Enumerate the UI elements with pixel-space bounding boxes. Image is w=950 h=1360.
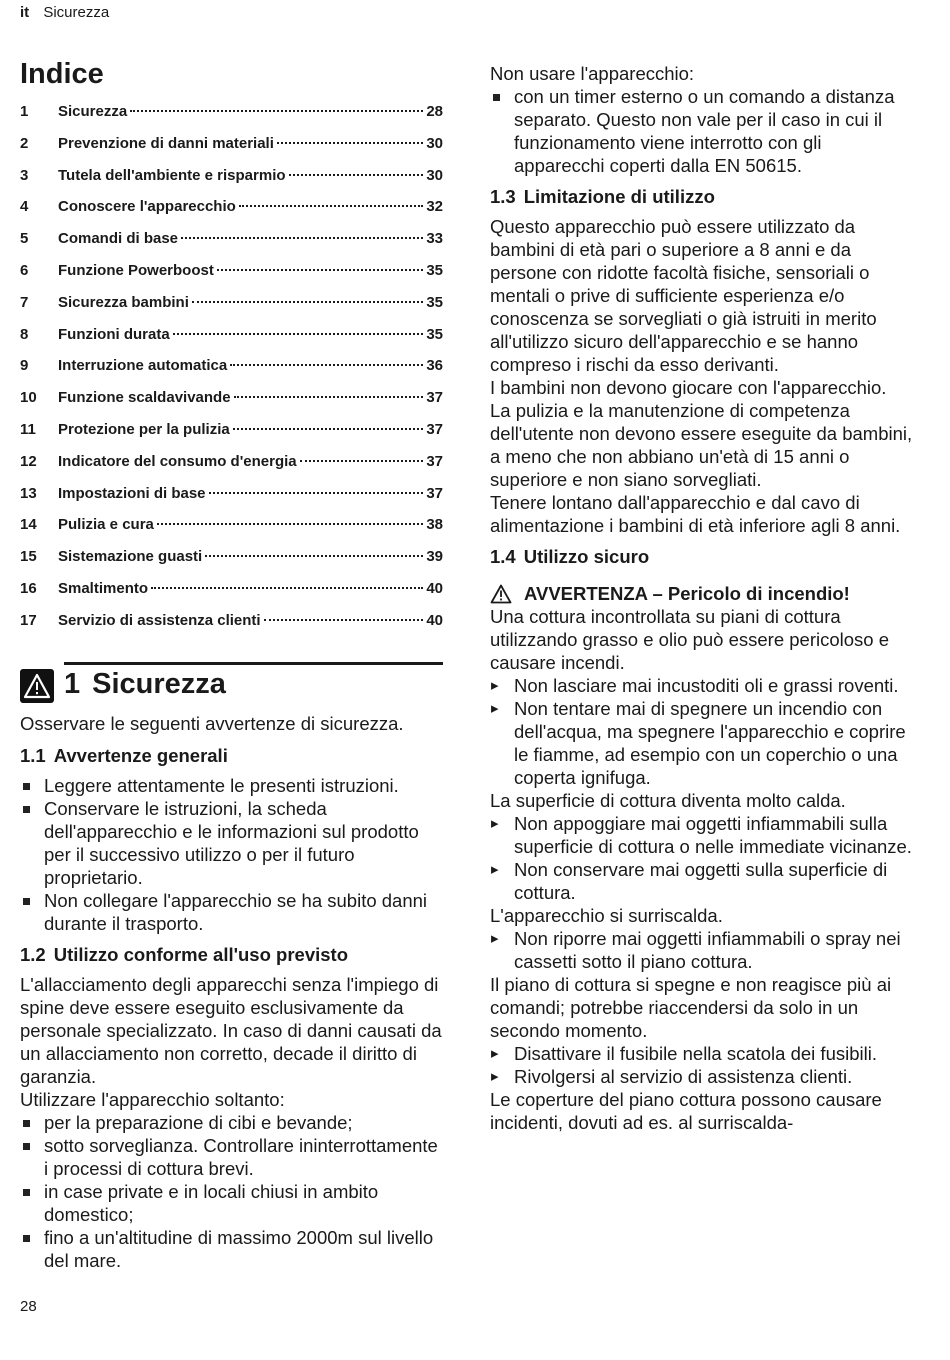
toc-entry-label: Sistemazione guasti bbox=[58, 548, 203, 566]
warning-text: AVVERTENZA – Pericolo di incendio! bbox=[524, 583, 850, 604]
toc-leader-dots bbox=[130, 110, 423, 112]
toc-leader-dots bbox=[205, 555, 423, 557]
toc-entry[interactable] bbox=[20, 198, 443, 230]
warning-heading bbox=[490, 582, 915, 605]
toc-entry-page: 39 bbox=[426, 548, 443, 566]
action-item: ▸ Disattivare il fusibile nella scatola dei fusibili. bbox=[490, 1042, 915, 1065]
toc-entry-label: Interruzione automatica bbox=[58, 357, 228, 375]
toc-entry-number: 4 bbox=[20, 198, 29, 216]
toc-entry-page: 32 bbox=[426, 198, 443, 216]
toc-entry[interactable] bbox=[20, 294, 443, 326]
toc-entry-page: 35 bbox=[426, 293, 443, 311]
bullet-item: sotto sorveglianza. Controllare ininterrottamente i processi di cottura brevi. bbox=[20, 1134, 443, 1180]
toc-leader-dots bbox=[209, 492, 424, 494]
bullet-item: Conservare le istruzioni, la scheda dell'apparecchio e le informazioni sul prodotto per il successivo utilizzo o per il futuro proprietario. bbox=[20, 797, 443, 889]
bullet-list bbox=[20, 1111, 443, 1272]
bullet-item: fino a un'altitudine di massimo 2000m sul livello del mare. bbox=[20, 1226, 443, 1272]
toc-entry-page: 28 bbox=[426, 103, 443, 120]
toc-entry-page: 38 bbox=[426, 516, 443, 534]
action-list bbox=[490, 812, 915, 904]
toc-entry-label: Protezione per la pulizia bbox=[58, 420, 230, 438]
toc-entry[interactable] bbox=[20, 135, 443, 167]
toc-entry-label: Funzione scaldavivande bbox=[58, 389, 231, 407]
paragraph: L'allacciamento degli apparecchi senza l'impiego di spine deve essere eseguito esclusivamente da personale specializzato. In caso di danni causati da un allacciamento non corretto, decade il diritto di garanzia. bbox=[20, 974, 442, 1087]
action-item: ▸ Non tentare mai di spegnere un incendio con dell'acqua, ma spegnere l'apparecchio e coprire le fiamme, ad esempio con un coperchio o una coperta ignifuga. bbox=[490, 697, 915, 789]
toc-entry[interactable] bbox=[20, 516, 443, 548]
action-item: ▸ Non appoggiare mai oggetti infiammabili sulla superficie di cottura o nelle immediate vicinanze. bbox=[490, 812, 915, 858]
paragraph: Questo apparecchio può essere utilizzato da bambini di età pari o superiore a 8 anni e da persone con ridotte facoltà fisiche, sensoriali o mentali o prive di sufficiente esperienza e/o conoscenza se sorvegliati o già istruiti in merito all'utilizzo sicuro dell'apparecchio e se hanno compreso i rischi da esso derivanti. bbox=[490, 216, 877, 375]
section-heading bbox=[20, 744, 443, 767]
action-item: ▸ Rivolgersi al servizio di assistenza clienti. bbox=[490, 1065, 915, 1088]
toc-leader-dots bbox=[289, 174, 424, 176]
toc-title: Indice bbox=[20, 58, 104, 90]
toc-entry-number: 2 bbox=[20, 134, 29, 152]
paragraph: Le coperture del piano cottura possono causare incidenti, dovuti ad es. al surriscalda- bbox=[490, 1089, 882, 1133]
toc-leader-dots bbox=[264, 619, 424, 621]
toc-entry-number: 12 bbox=[20, 452, 37, 470]
header-section: Sicurezza bbox=[43, 4, 110, 21]
toc-leader-dots bbox=[300, 460, 424, 462]
toc-entry-label: Tutela dell'ambiente e risparmio bbox=[58, 166, 286, 184]
toc-entry-page: 40 bbox=[426, 611, 443, 629]
section-body bbox=[490, 215, 915, 537]
toc-entry-label: Impostazioni di base bbox=[58, 484, 206, 502]
toc-leader-dots bbox=[230, 364, 423, 366]
toc-entry-page: 30 bbox=[426, 166, 443, 184]
action-list bbox=[490, 1042, 915, 1088]
toc-entry-page: 36 bbox=[426, 357, 443, 375]
toc-entry[interactable] bbox=[20, 612, 443, 644]
toc-entry-page: 37 bbox=[426, 452, 443, 470]
warning-triangle-icon bbox=[20, 669, 54, 703]
toc-leader-dots bbox=[234, 396, 424, 398]
chapter-intro: Osservare le seguenti avvertenze di sicurezza. bbox=[20, 713, 404, 734]
action-item: ▸ Non riporre mai oggetti infiammabili o spray nei cassetti sotto il piano cottura. bbox=[490, 927, 915, 973]
toc-leader-dots bbox=[173, 333, 424, 335]
toc-entry-page: 40 bbox=[426, 579, 443, 597]
toc-entry[interactable] bbox=[20, 167, 443, 199]
toc-entry-number: 5 bbox=[20, 230, 29, 248]
toc-leader-dots bbox=[192, 301, 423, 303]
toc-entry[interactable] bbox=[20, 103, 443, 135]
bullet-item: Leggere attentamente le presenti istruzioni. bbox=[20, 774, 443, 797]
table-of-contents bbox=[20, 103, 443, 644]
paragraph: Il piano di cottura si spegne e non reagisce più ai comandi; potrebbe riaccendersi da solo in un secondo momento. bbox=[490, 974, 892, 1041]
page-number: 28 bbox=[20, 1298, 37, 1315]
chapter-title bbox=[64, 668, 226, 701]
bullet-item: per la preparazione di cibi e bevande; bbox=[20, 1111, 443, 1134]
section-title: Avvertenze generali bbox=[53, 745, 228, 766]
section-heading bbox=[490, 185, 915, 208]
toc-entry-label: Prevenzione di danni materiali bbox=[58, 134, 274, 152]
page-header bbox=[20, 4, 109, 21]
toc-leader-dots bbox=[239, 205, 424, 207]
action-item: ▸ Non lasciare mai incustoditi oli e grassi roventi. bbox=[490, 674, 915, 697]
toc-entry-number: 14 bbox=[20, 516, 37, 534]
toc-entry[interactable] bbox=[20, 262, 443, 294]
language-code: it bbox=[20, 4, 30, 21]
section-number: 1.1 bbox=[20, 745, 46, 766]
bullet-list bbox=[20, 774, 443, 935]
toc-entry-label: Comandi di base bbox=[58, 230, 179, 248]
toc-entry-page: 30 bbox=[426, 134, 443, 152]
toc-entry-label: Sicurezza bambini bbox=[58, 293, 189, 311]
chapter-number: 1 bbox=[64, 668, 81, 700]
bullet-list bbox=[490, 85, 915, 177]
paragraph: L'apparecchio si surriscalda. bbox=[490, 905, 723, 926]
paragraph: I bambini non devono giocare con l'apparecchio. bbox=[490, 377, 887, 398]
toc-leader-dots bbox=[181, 237, 423, 239]
toc-entry-page: 37 bbox=[426, 484, 443, 502]
toc-leader-dots bbox=[151, 587, 423, 589]
toc-entry-number: 3 bbox=[20, 166, 29, 184]
toc-entry[interactable] bbox=[20, 580, 443, 612]
toc-entry-page: 37 bbox=[426, 420, 443, 438]
bullet-item: con un timer esterno o un comando a distanza separato. Questo non vale per il caso in cui il funzionamento viene interrotto con gli apparecchi coperti dalla EN 50615. bbox=[490, 85, 915, 177]
left-column bbox=[20, 712, 443, 1272]
action-list bbox=[490, 927, 915, 973]
toc-entry-label: Conoscere l'apparecchio bbox=[58, 198, 236, 216]
toc-entry-label: Indicatore del consumo d'energia bbox=[58, 452, 297, 470]
toc-entry-number: 11 bbox=[20, 420, 36, 438]
toc-entry-page: 35 bbox=[426, 261, 443, 279]
toc-entry-page: 37 bbox=[426, 389, 443, 407]
section-title: Limitazione di utilizzo bbox=[523, 186, 715, 207]
section-number: 1.3 bbox=[490, 186, 516, 207]
paragraph: La pulizia e la manutenzione di competenza dell'utente non devono essere eseguite da bambini, a meno che non abbiano un'età di 15 anni o superiore e non siano sorvegliati. bbox=[490, 400, 913, 490]
toc-entry[interactable] bbox=[20, 389, 443, 421]
paragraph: Tenere lontano dall'apparecchio e dal cavo di alimentazione i bambini di età inferiore agli 8 anni. bbox=[490, 492, 901, 536]
toc-entry-label: Pulizia e cura bbox=[58, 516, 154, 534]
toc-entry-label: Smaltimento bbox=[58, 579, 149, 597]
section-number: 1.2 bbox=[20, 944, 46, 965]
chapter-rule bbox=[64, 662, 443, 665]
action-item: ▸ Non conservare mai oggetti sulla superficie di cottura. bbox=[490, 858, 915, 904]
section-number: 1.4 bbox=[490, 546, 516, 567]
toc-entry-label: Funzioni durata bbox=[58, 325, 170, 343]
toc-entry-page: 35 bbox=[426, 325, 443, 343]
paragraph: Non usare l'apparecchio: bbox=[490, 63, 695, 84]
paragraph: La superficie di cottura diventa molto calda. bbox=[490, 790, 846, 811]
toc-entry-number: 1 bbox=[20, 103, 29, 120]
toc-leader-dots bbox=[277, 142, 423, 144]
section-title: Utilizzo sicuro bbox=[523, 546, 650, 567]
toc-entry-number: 10 bbox=[20, 389, 37, 407]
toc-entry-label: Funzione Powerboost bbox=[58, 261, 214, 279]
toc-entry-number: 13 bbox=[20, 484, 37, 502]
bullet-item: in case private e in locali chiusi in ambito domestico; bbox=[20, 1180, 443, 1226]
toc-entry[interactable] bbox=[20, 357, 443, 389]
paragraph: Una cottura incontrollata su piani di cottura utilizzando grasso e olio può essere pericoloso e causare incendi. bbox=[490, 606, 890, 673]
chapter-title-text: Sicurezza bbox=[92, 668, 226, 700]
toc-entry[interactable] bbox=[20, 485, 443, 517]
toc-leader-dots bbox=[217, 269, 423, 271]
toc-entry-number: 16 bbox=[20, 579, 37, 597]
right-column bbox=[490, 62, 915, 1134]
toc-entry[interactable] bbox=[20, 453, 443, 485]
toc-entry[interactable] bbox=[20, 548, 443, 580]
section-heading bbox=[20, 943, 443, 966]
bullet-item: Non collegare l'apparecchio se ha subito danni durante il trasporto. bbox=[20, 889, 443, 935]
paragraph: Utilizzare l'apparecchio soltanto: bbox=[20, 1089, 285, 1110]
section-heading bbox=[490, 545, 915, 568]
toc-entry-label: Servizio di assistenza clienti bbox=[58, 611, 261, 629]
section-title: Utilizzo conforme all'uso previsto bbox=[53, 944, 348, 965]
action-list bbox=[490, 674, 915, 789]
toc-leader-dots bbox=[157, 523, 423, 525]
toc-entry-number: 6 bbox=[20, 261, 29, 279]
toc-entry-number: 9 bbox=[20, 357, 29, 375]
toc-entry-number: 7 bbox=[20, 293, 29, 311]
toc-entry-number: 17 bbox=[20, 611, 37, 629]
warning-triangle-icon bbox=[490, 584, 512, 604]
toc-entry-label: Sicurezza bbox=[58, 103, 128, 120]
toc-entry-page: 33 bbox=[426, 230, 443, 248]
toc-leader-dots bbox=[233, 428, 424, 430]
toc-entry-number: 8 bbox=[20, 325, 29, 343]
toc-entry[interactable] bbox=[20, 421, 443, 453]
toc-entry[interactable] bbox=[20, 326, 443, 358]
toc-entry-number: 15 bbox=[20, 548, 37, 566]
toc-entry[interactable] bbox=[20, 230, 443, 262]
